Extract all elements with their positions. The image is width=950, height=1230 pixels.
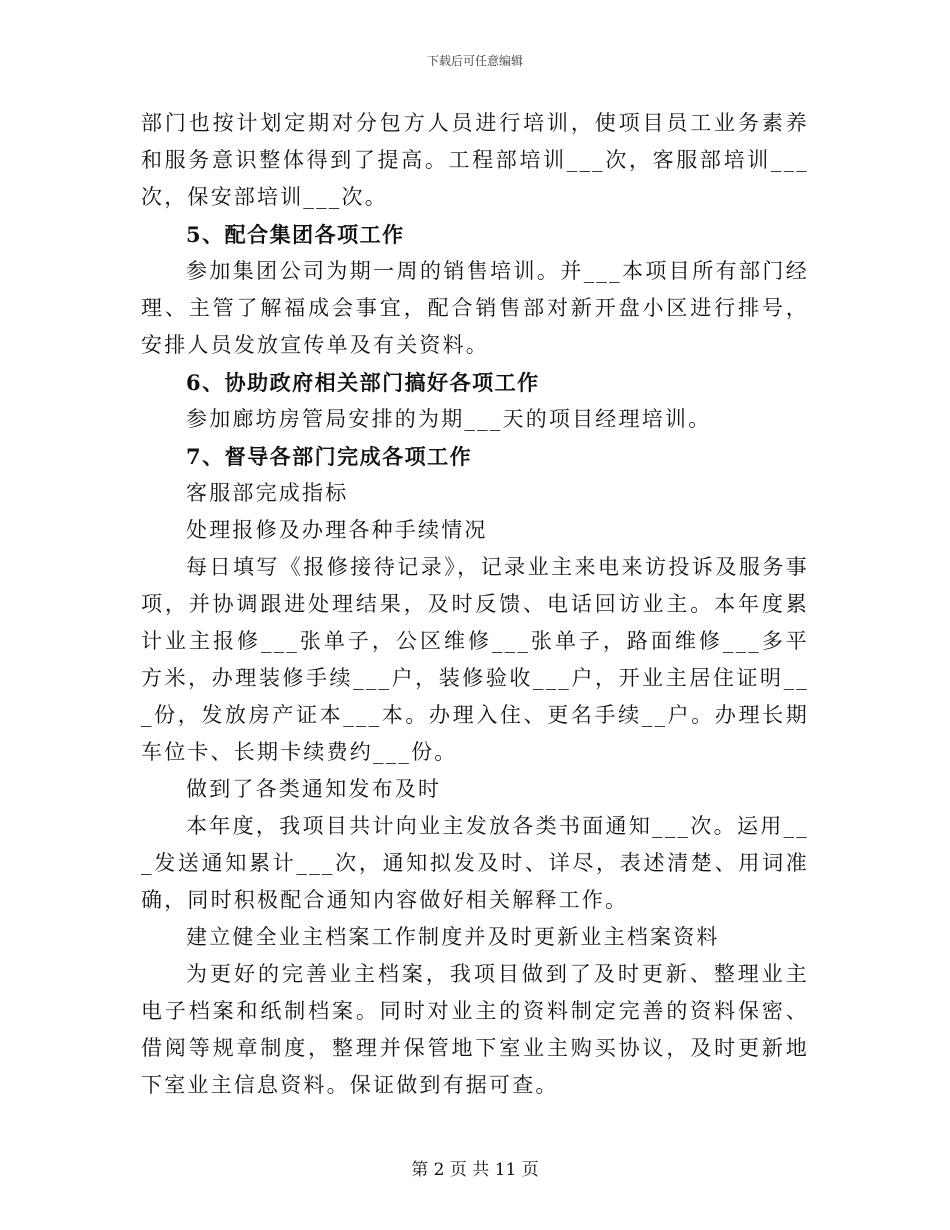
heading-section-7: 7、督导各部门完成各项工作 [186,444,473,469]
paragraph-group-work: 参加集团公司为期一周的销售培训。并___本项目所有部门经理、主管了解福成会事宜，配合销售部对新开盘小区进行排号，安排人员发放宣传单及有关资料。 [141,259,809,357]
paragraph-archives: 为更好的完善业主档案，我项目做到了及时更新、整理业主电子档案和纸制档案。同时对业主的资料制定完善的资料保密、借阅等规章制度，整理并保管地下室业主购买协议，及时更新地下室业主信息资料。保证做到有据可查。 [141,962,809,1097]
paragraph-notices: 本年度，我项目共计向业主发放各类书面通知___次。运用___发送通知累计___次，通知拟发及时、详尽，表述清楚、用词准确，同时积极配合通知内容做好相关解释工作。 [141,814,809,912]
paragraph-government-work: 参加廊坊房管局安排的为期___天的项目经理培训。 [186,407,712,431]
header-note: 下载后可任意编辑 [426,54,523,68]
subheading-notices: 做到了各类通知发布及时 [186,777,442,801]
subheading-customer-service: 客服部完成指标 [186,481,349,505]
subheading-archives: 建立健全业主档案工作制度并及时更新业主档案资料 [186,925,720,949]
heading-section-5: 5、配合集团各项工作 [186,222,405,247]
paragraph-repairs: 每日填写《报修接待记录》，记录业主来电来访投诉及服务事项，并协调跟进处理结果，及时反馈、电话回访业主。本年度累计业主报修___张单子，公区维修___张单子，路面维修___多平方米，办理装修手续___户，装修验收___户，开业主居住证明___份，发放房产证本___本。办理入住、更名手续__户。办理长期车位卡、长期卡续费约___份。 [141,555,809,764]
document-body [141,105,809,1104]
paragraph-training: 部门也按计划定期对分包方人员进行培训，使项目员工业务素养和服务意识整体得到了提高。工程部培训___次，客服部培训___次，保安部培训___次。 [141,111,809,209]
heading-section-6: 6、协助政府相关部门搞好各项工作 [186,370,540,395]
subheading-repairs: 处理报修及办理各种手续情况 [186,518,488,542]
page-number: 第 2 页 共 11 页 [411,1160,539,1180]
